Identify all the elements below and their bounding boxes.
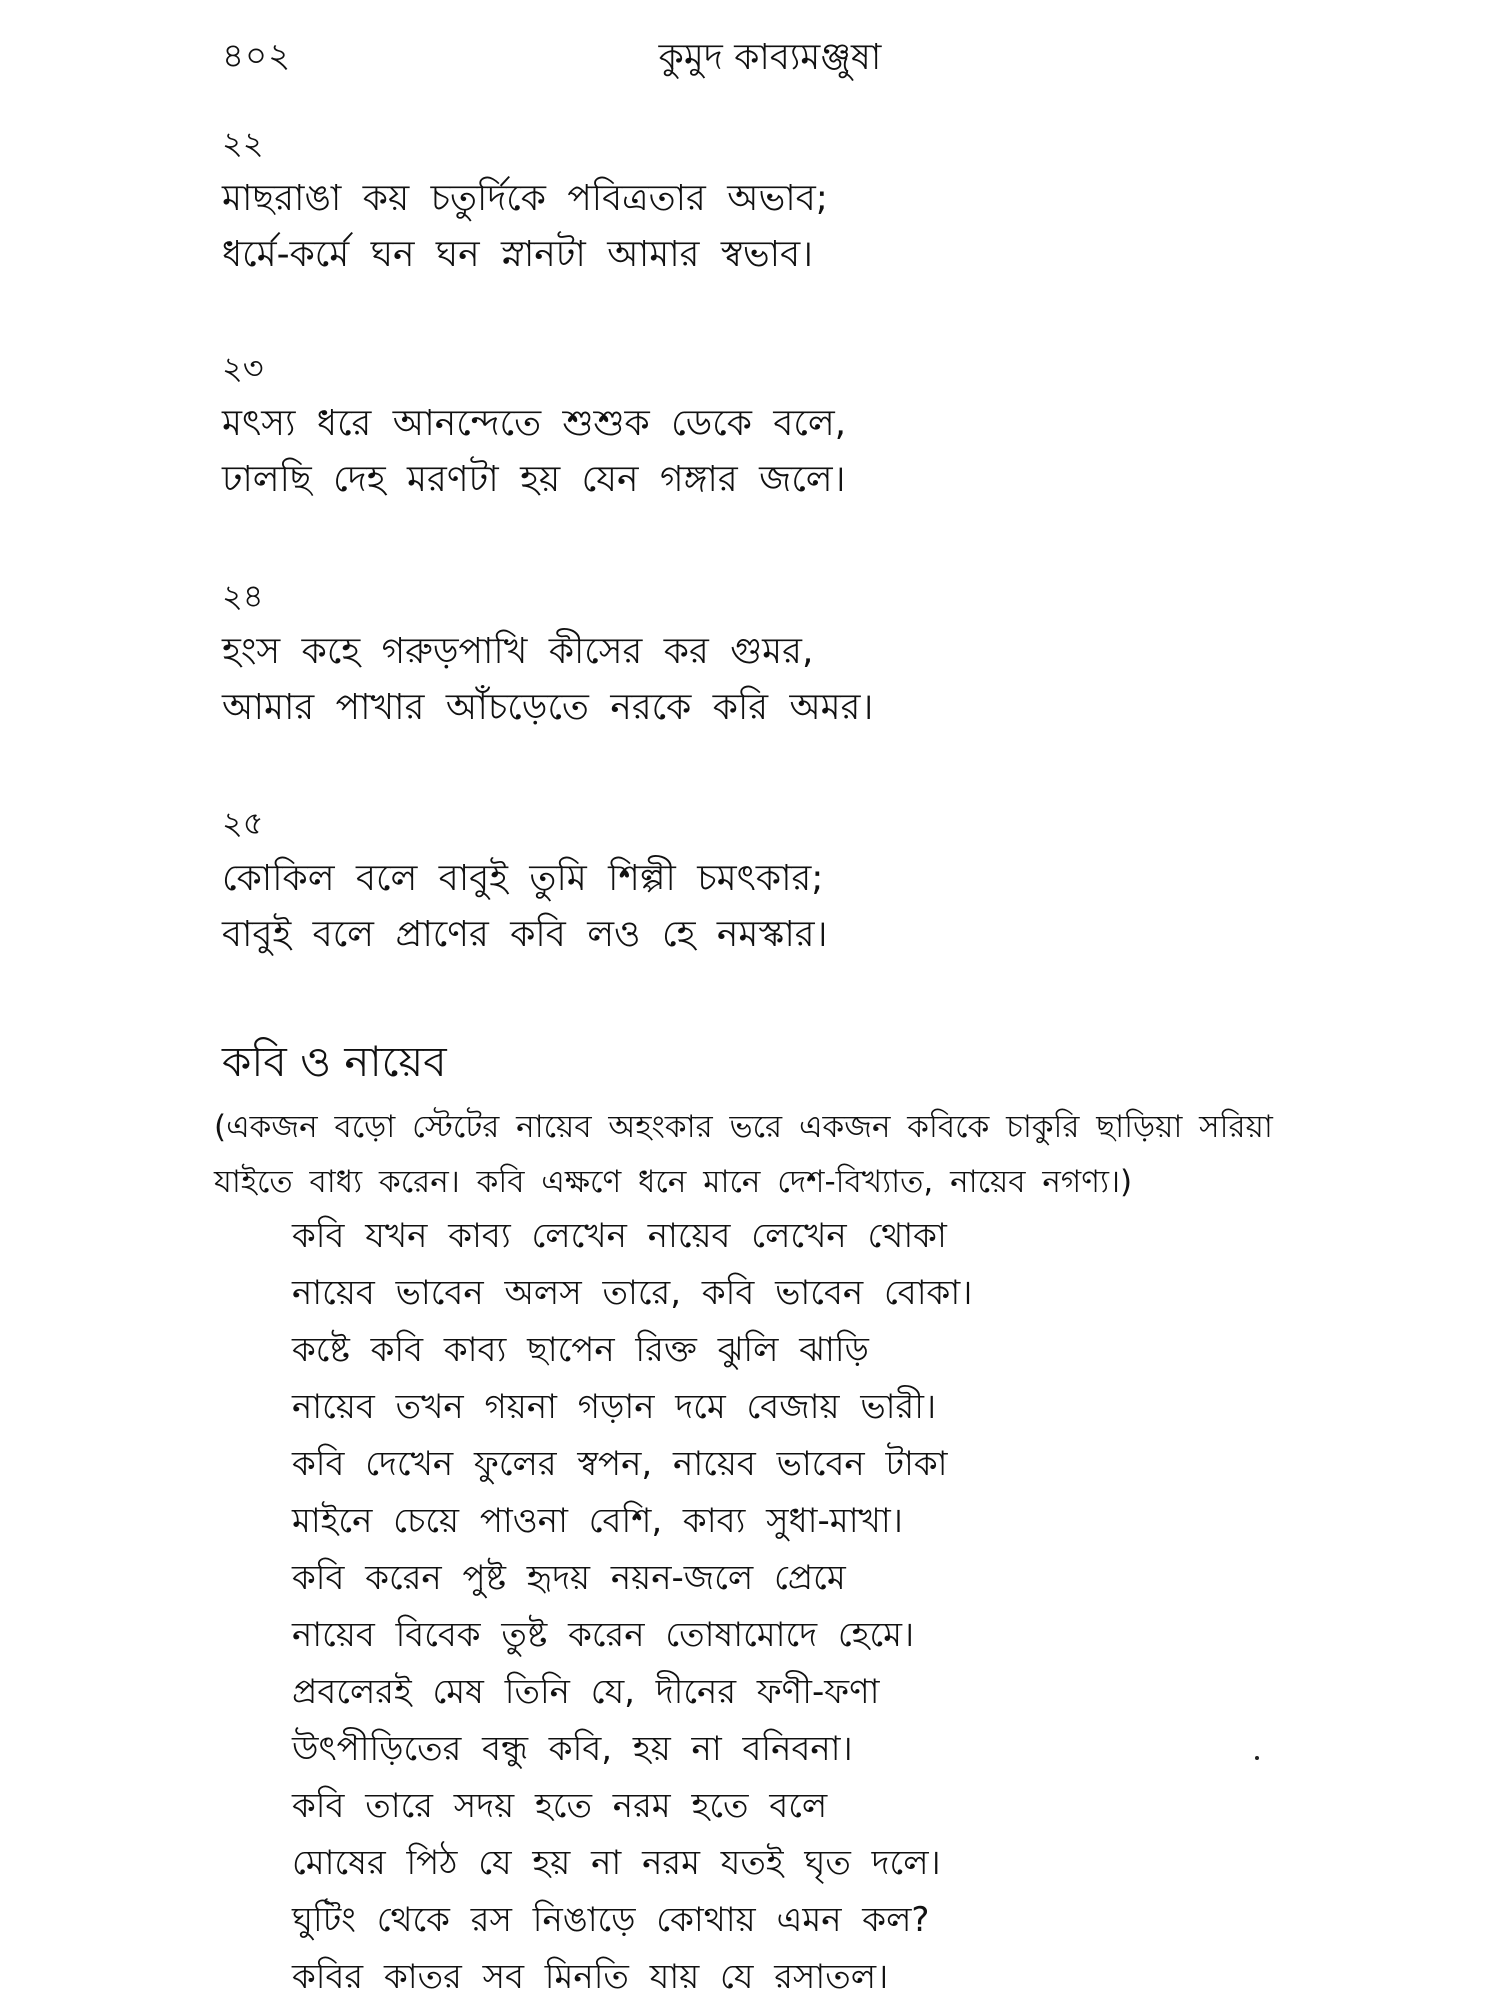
running-head: কুমুদ কাব্যমঞ্জুষা (658, 37, 882, 78)
poem-body (292, 1208, 1292, 2006)
poem-line: মোষের পিঠ যে হয় না নরম যতই ঘৃত দলে। (292, 1843, 941, 1883)
poem-line: কবি করেন পুষ্ট হৃদয় নয়ন-জলে প্রেমে (292, 1558, 846, 1598)
poem-title: কবি ও নায়েব (222, 1037, 447, 1086)
poem-line: নায়েব ভাবেন অলস তারে, কবি ভাবেন বোকা। (292, 1273, 973, 1313)
stanza-number: ২৪ (222, 577, 264, 615)
poem-line: কবি দেখেন ফুলের স্বপন, নায়েব ভাবেন টাকা (292, 1444, 948, 1484)
poem-note-line: (একজন বড়ো স্টেটের নায়েব অহংকার ভরে একজন কবিকে চাকুরি ছাড়িয়া সরিয়া (214, 1109, 1273, 1145)
poem-line: নায়েব বিবেক তুষ্ট করেন তোষামোদে হেমে। (292, 1615, 915, 1655)
stanza (222, 795, 1372, 963)
poem-line: নায়েব তখন গয়না গড়ান দমে বেজায় ভারী। (292, 1387, 937, 1427)
stanza-number: ২৩ (222, 349, 264, 387)
stanza (222, 340, 1372, 508)
stanza (222, 115, 1372, 283)
poem-line: কবির কাতর সব মিনতি যায় যে রসাতল। (292, 1957, 889, 1997)
poem-note (214, 1100, 1314, 1210)
verse-line: হংস কহে গরুড়পাখি কীসের কর গুমর, (222, 631, 814, 672)
poem-line: কবি যখন কাব্য লেখেন নায়েব লেখেন থোকা (292, 1216, 947, 1256)
stanza-number: ২২ (222, 124, 264, 162)
poem-line: মাইনে চেয়ে পাওনা বেশি, কাব্য সুধা-মাখা। (292, 1501, 903, 1541)
poem-line: প্রবলেরই মেষ তিনি যে, দীনের ফণী-ফণা (292, 1672, 880, 1712)
poem-line: কষ্টে কবি কাব্য ছাপেন রিক্ত ঝুলি ঝাড়ি (292, 1330, 869, 1370)
stanza (222, 568, 1372, 736)
verse-line: বাবুই বলে প্রাণের কবি লও হে নমস্কার। (222, 914, 828, 955)
poem-line: উৎপীড়িতের বন্ধু কবি, হয় না বনিবনা। (292, 1729, 853, 1769)
poem-line: কবি তারে সদয় হতে নরম হতে বলে (292, 1786, 828, 1826)
poem-line: ঘুটিং থেকে রস নিঙাড়ে কোথায় এমন কল? (292, 1900, 930, 1940)
print-speck (1255, 1756, 1259, 1760)
page-number: ৪০২ (222, 36, 292, 76)
poem-note-line: যাইতে বাধ্য করেন। কবি এক্ষণে ধনে মানে দেশ-বিখ্যাত, নায়েব নগণ্য।) (214, 1164, 1133, 1200)
verse-line: মাছরাঙা কয় চতুর্দিকে পবিত্রতার অভাব; (222, 178, 828, 219)
verse-line: আমার পাখার আঁচড়েতে নরকে করি অমর। (222, 687, 874, 728)
verse-line: ধর্মে-কর্মে ঘন ঘন স্নানটা আমার স্বভাব। (222, 234, 814, 275)
verse-line: কোকিল বলে বাবুই তুমি শিল্পী চমৎকার; (222, 858, 824, 899)
stanza-number: ২৫ (222, 804, 264, 842)
verse-line: ঢালছি দেহ মরণটা হয় যেন গঙ্গার জলে। (222, 459, 846, 500)
verse-line: মৎস্য ধরে আনন্দেতে শুশুক ডেকে বলে, (222, 403, 847, 444)
